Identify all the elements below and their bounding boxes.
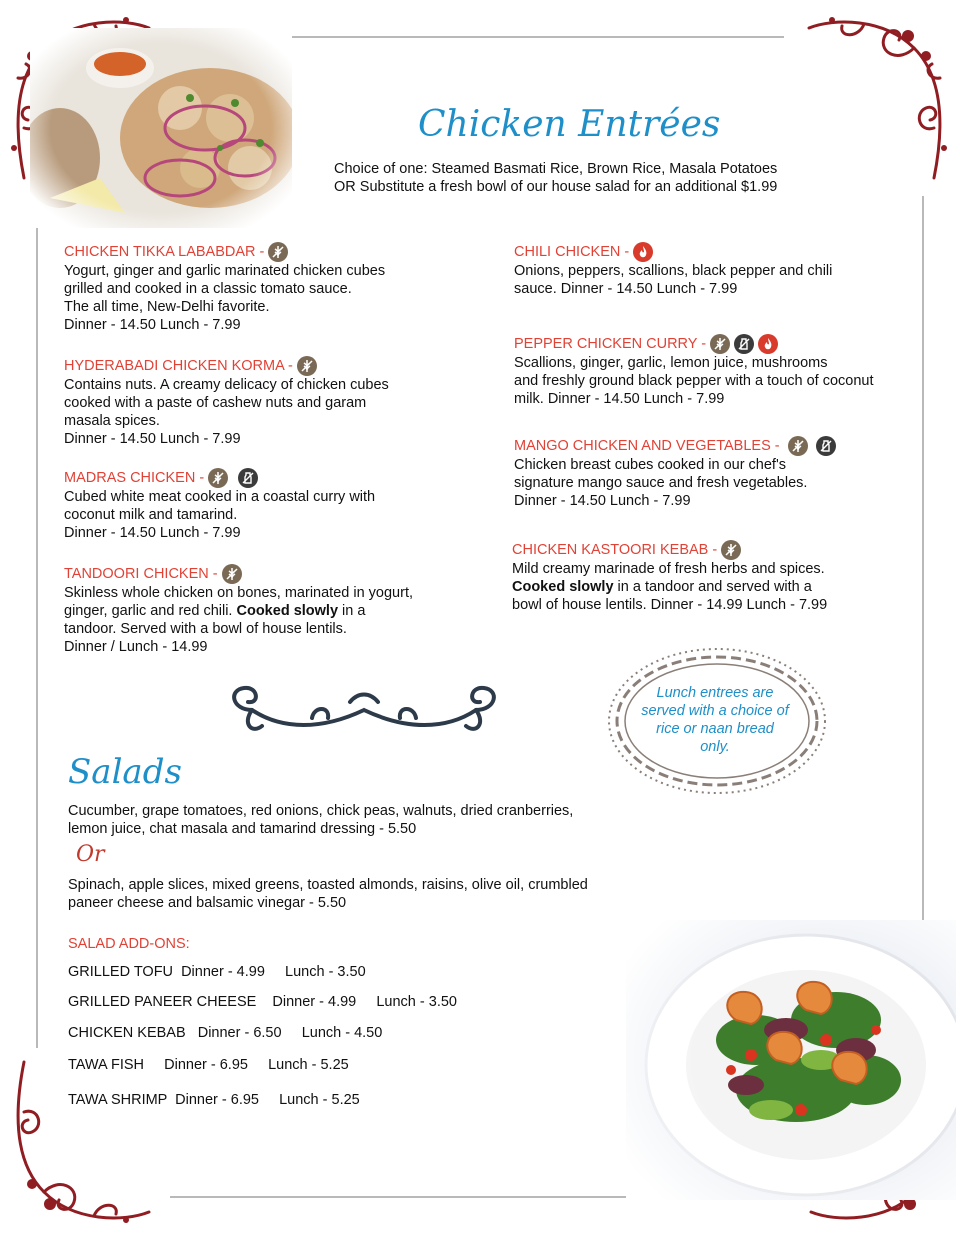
scroll-divider-ornament (222, 680, 506, 736)
dish-hyderabadi-chicken-korma (64, 356, 484, 448)
dish-name: CHICKEN KASTOORI KEBAB - (512, 542, 718, 558)
dish-pepper-chicken-curry (514, 334, 924, 408)
dish-madras-chicken (64, 468, 484, 542)
frame-left-line (36, 228, 38, 1048)
dish-chili-chicken (514, 242, 914, 298)
dish-tandoori-chicken (64, 564, 484, 656)
dish-name: CHILI CHICKEN - (514, 244, 630, 260)
dish-description: Contains nuts. A creamy delicacy of chicken cubes cooked with a paste of cashew nuts and garam masala spices. Dinner - 14.50 Lunch - 7.99 (64, 377, 389, 447)
dairy-free-icon (734, 334, 754, 354)
spicy-icon (758, 334, 778, 354)
dish-description (64, 584, 484, 656)
intro-line-2: OR Substitute a fresh bowl of our house salad for an additional $1.99 (334, 179, 778, 195)
chicken-intro (334, 160, 894, 196)
dairy-free-icon (816, 436, 836, 456)
corner-ornament-bottom-left (4, 1052, 154, 1232)
spicy-icon (633, 242, 653, 262)
shrimp-salad-photo (626, 920, 956, 1200)
dish-description: Yogurt, ginger and garlic marinated chicken cubes grilled and cooked in a classic tomato sauce. The all time, New-Delhi favorite. Dinner - 14.50 Lunch - 7.99 (64, 263, 386, 333)
salads-title: Salads (68, 752, 182, 792)
dish-name: PEPPER CHICKEN CURRY - (514, 336, 707, 352)
frame-top-line (290, 36, 784, 38)
gluten-free-icon (208, 468, 228, 488)
dish-chicken-kastoori-kebab (512, 540, 912, 614)
dish-chicken-tikka-lababdar (64, 242, 484, 334)
gluten-free-icon (710, 334, 730, 354)
desc-part: Mild creamy marinade of fresh herbs and spices. (512, 561, 825, 577)
salad-2-description: Spinach, apple slices, mixed greens, toasted almonds, raisins, olive oil, crumbled paneer cheese and balsamic vinegar - 5.50 (68, 877, 588, 911)
desc-bold: Cooked slowly (512, 579, 614, 595)
dish-description: Cubed white meat cooked in a coastal curry with coconut milk and tamarind. Dinner - 14.50 Lunch - 7.99 (64, 489, 376, 541)
addon-tawa-shrimp: TAWA SHRIMP Dinner - 6.95 Lunch - 5.25 (68, 1092, 360, 1108)
desc-bold: Cooked slowly (236, 603, 339, 619)
dish-name: HYDERABADI CHICKEN KORMA - (64, 358, 293, 374)
frame-right-line (922, 196, 924, 936)
dish-name: TANDOORI CHICKEN - (64, 566, 218, 582)
addon-grilled-paneer: GRILLED PANEER CHEESE Dinner - 4.99 Lunch - 3.50 (68, 994, 457, 1010)
salad-addons-title: SALAD ADD-ONS: (68, 936, 190, 952)
chicken-entrees-title: Chicken Entrées (418, 104, 721, 145)
dish-description: Onions, peppers, scallions, black pepper and chili sauce. Dinner - 14.50 Lunch - 7.99 (514, 263, 833, 297)
gluten-free-icon (268, 242, 288, 262)
or-label: Or (76, 842, 105, 867)
gluten-free-icon (297, 356, 317, 376)
addon-tawa-fish: TAWA FISH Dinner - 6.95 Lunch - 5.25 (68, 1057, 349, 1073)
dish-description: Scallions, ginger, garlic, lemon juice, mushrooms and freshly ground black pepper with a touch of coconut milk. Dinner - 14.50 Lunch - 7.99 (514, 355, 874, 407)
gluten-free-icon (721, 540, 741, 560)
chicken-tikka-photo (30, 28, 292, 228)
addon-chicken-kebab: CHICKEN KEBAB Dinner - 6.50 Lunch - 4.50 (68, 1025, 383, 1041)
desc-part: Skinless whole chicken on bones, marinated in yogurt, ginger, garlic and red chili. (64, 585, 413, 619)
dish-mango-chicken-vegetables (514, 436, 914, 510)
dish-description: Chicken breast cubes cooked in our chef's signature mango sauce and fresh vegetables. Dinner - 14.50 Lunch - 7.99 (514, 457, 808, 509)
dish-description (512, 560, 912, 614)
gluten-free-icon (222, 564, 242, 584)
intro-line-1: Choice of one: Steamed Basmati Rice, Brown Rice, Masala Potatoes (334, 161, 778, 177)
lunch-note: Lunch entrees are served with a choice of rice or naan bread only. (641, 685, 789, 755)
addon-grilled-tofu: GRILLED TOFU Dinner - 4.99 Lunch - 3.50 (68, 964, 366, 980)
dairy-free-icon (238, 468, 258, 488)
dish-name: CHICKEN TIKKA LABABDAR - (64, 244, 265, 260)
salad-1-description: Cucumber, grape tomatoes, red onions, chick peas, walnuts, dried cranberries, lemon juice, chat masala and tamarind dressing - 5.50 (68, 803, 574, 837)
dish-name: MANGO CHICKEN AND VEGETABLES - (514, 438, 780, 454)
gluten-free-icon (788, 436, 808, 456)
desc-part: in a tandoor. Served with a bowl of house lentils. Dinner / Lunch - 14.99 (64, 603, 366, 655)
dish-name: MADRAS CHICKEN - (64, 470, 205, 486)
desc-part: in a tandoor and served with a bowl of house lentils. Dinner - 14.99 Lunch - 7.99 (512, 579, 828, 613)
